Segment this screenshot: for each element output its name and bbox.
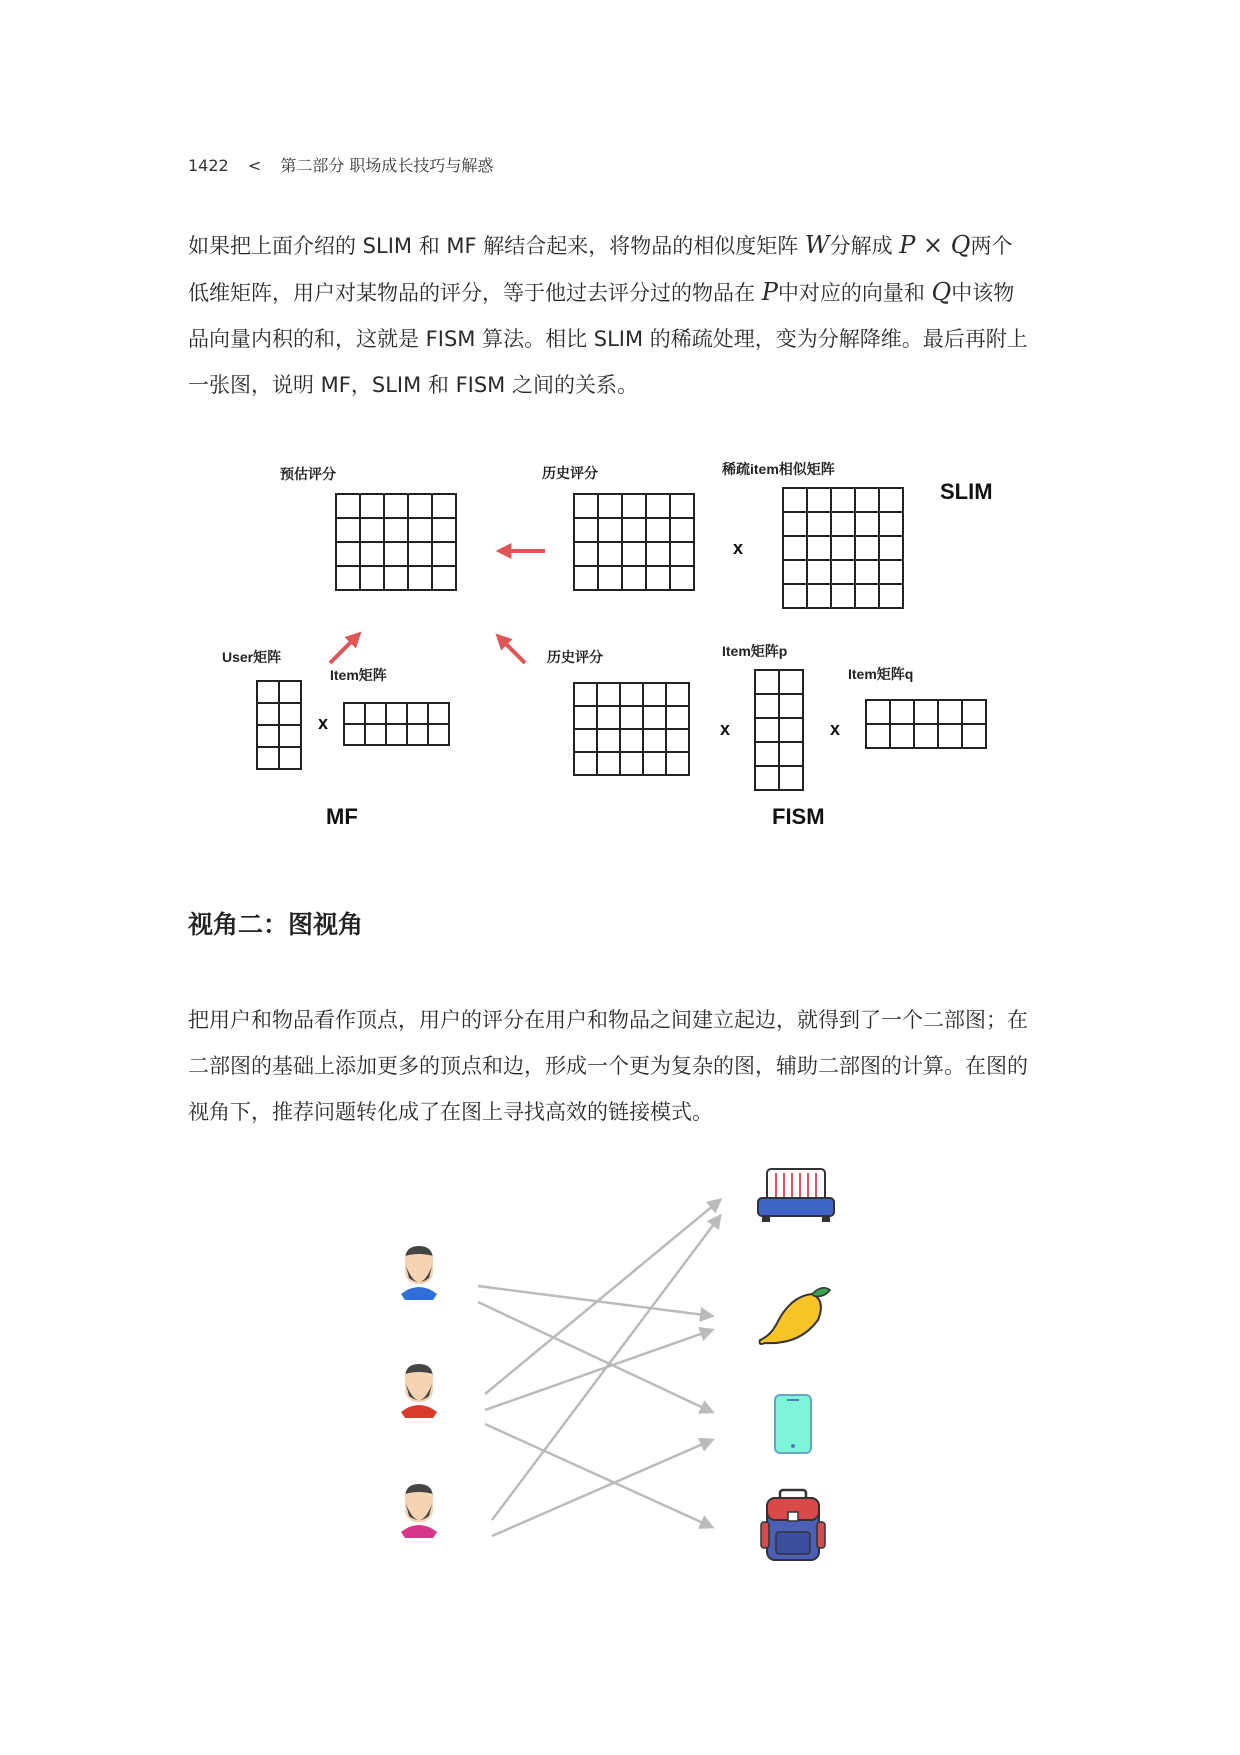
mf-slim-fism-diagram — [0, 430, 1240, 860]
matrix-cell — [279, 725, 301, 747]
matrix-cell — [783, 536, 807, 560]
matrix-cell — [598, 518, 622, 542]
matrix-cell — [879, 488, 903, 512]
matrix-cell — [407, 724, 428, 745]
section-title: 第二部分 职场成长技巧与解惑 — [280, 156, 494, 175]
matrix-cell — [574, 683, 597, 706]
matrix-cell — [807, 536, 831, 560]
edge-user2-backpack — [485, 1424, 712, 1527]
header-separator: < — [247, 156, 262, 175]
backpack-icon — [761, 1490, 825, 1560]
matrix-cell — [574, 566, 598, 590]
symbol-pxq: P × Q — [899, 231, 971, 259]
matrix-cell — [336, 566, 360, 590]
sparse-similarity-matrix — [783, 488, 903, 608]
matrix-cell — [408, 566, 432, 590]
matrix-cell — [670, 518, 694, 542]
matrix-cell — [646, 494, 670, 518]
user-matrix-label: User矩阵 — [222, 649, 282, 665]
matrix-cell — [620, 706, 643, 729]
matrix-cell — [890, 724, 914, 748]
matrix-cell — [855, 488, 879, 512]
matrix-cell — [386, 703, 407, 724]
matrix-cell — [574, 729, 597, 752]
user-matrix — [257, 681, 301, 769]
item-q-label: Item矩阵q — [848, 666, 914, 682]
matrix-cell — [646, 566, 670, 590]
matrix-cell — [807, 512, 831, 536]
matrix-cell — [428, 724, 449, 745]
matrix-cell — [598, 494, 622, 518]
matrix-cell — [643, 752, 666, 775]
matrix-cell — [257, 703, 279, 725]
times-sign-slim: x — [733, 538, 744, 558]
matrix-cell — [344, 703, 365, 724]
user-pink-icon — [401, 1484, 437, 1538]
matrix-cell — [783, 584, 807, 608]
matrix-cell — [622, 566, 646, 590]
slim-label: SLIM — [940, 479, 993, 504]
matrix-cell — [597, 729, 620, 752]
matrix-cell — [855, 584, 879, 608]
matrix-cell — [365, 703, 386, 724]
symbol-w: W — [804, 231, 830, 259]
matrix-cell — [831, 512, 855, 536]
matrix-cell — [831, 584, 855, 608]
sparse-item-matrix-label: 稀疏item相似矩阵 — [722, 461, 835, 477]
edge-user3-sofa — [492, 1216, 720, 1520]
matrix-cell — [646, 518, 670, 542]
matrix-cell — [597, 683, 620, 706]
matrix-cell — [643, 683, 666, 706]
matrix-cell — [938, 724, 962, 748]
matrix-cell — [408, 542, 432, 566]
times-sign-mf: x — [318, 713, 329, 733]
user-red-icon — [401, 1364, 437, 1418]
matrix-cell — [914, 700, 938, 724]
matrix-cell — [622, 542, 646, 566]
page-number: 1422 — [188, 156, 229, 175]
para1-line2: 低维矩阵，用户对某物品的评分，等于他过去评分过的物品在 P中对应的向量和 Q中该物 — [188, 278, 1015, 306]
matrix-cell — [643, 729, 666, 752]
matrix-cell — [336, 494, 360, 518]
matrix-cell — [384, 494, 408, 518]
user-blue-icon — [401, 1246, 437, 1300]
edge-user1-phone — [478, 1302, 712, 1412]
matrix-cell — [432, 542, 456, 566]
phone-icon — [775, 1395, 811, 1453]
arrow-mf-to-predicted — [330, 636, 357, 663]
matrix-cell — [755, 718, 779, 742]
times-sign-fism-2: x — [830, 719, 841, 739]
history-ratings-matrix-top — [574, 494, 694, 590]
matrix-cell — [866, 700, 890, 724]
matrix-cell — [755, 670, 779, 694]
matrix-cell — [432, 566, 456, 590]
matrix-cell — [783, 488, 807, 512]
matrix-cell — [779, 766, 803, 790]
matrix-cell — [666, 683, 689, 706]
arrow-fism-to-predicted — [500, 638, 525, 663]
matrix-cell — [597, 752, 620, 775]
para2-line1: 把用户和物品看作顶点，用户的评分在用户和物品之间建立起边，就得到了一个二部图；在 — [188, 1008, 1028, 1032]
matrix-cell — [779, 742, 803, 766]
matrix-cell — [779, 670, 803, 694]
matrix-cell — [360, 566, 384, 590]
matrix-cell — [257, 725, 279, 747]
matrix-cell — [866, 724, 890, 748]
symbol-p: P — [761, 278, 778, 306]
matrix-cell — [574, 494, 598, 518]
matrix-cell — [879, 584, 903, 608]
history-ratings-label-bottom: 历史评分 — [547, 649, 603, 665]
matrix-cell — [574, 518, 598, 542]
matrix-cell — [890, 700, 914, 724]
matrix-cell — [336, 518, 360, 542]
matrix-cell — [938, 700, 962, 724]
para1-line3: 品向量内积的和，这就是 FISM 算法。相比 SLIM 的稀疏处理，变为分解降维。最后再附上 — [188, 327, 1028, 351]
page-header — [188, 153, 507, 176]
item-p-label: Item矩阵p — [722, 643, 788, 659]
matrix-cell — [779, 694, 803, 718]
history-ratings-matrix-bottom — [574, 683, 689, 775]
matrix-cell — [432, 494, 456, 518]
matrix-cell — [879, 536, 903, 560]
matrix-cell — [384, 566, 408, 590]
item-p-matrix — [755, 670, 803, 790]
matrix-cell — [831, 560, 855, 584]
matrix-cell — [574, 542, 598, 566]
edge-user2-mango — [485, 1330, 712, 1410]
matrix-cell — [646, 542, 670, 566]
matrix-cell — [574, 706, 597, 729]
paragraph-graph-view — [188, 997, 1060, 1135]
predicted-ratings-matrix — [336, 494, 456, 590]
matrix-cell — [622, 494, 646, 518]
matrix-cell — [598, 566, 622, 590]
matrix-cell — [620, 752, 643, 775]
edge-user3-phone — [492, 1440, 712, 1536]
item-matrix-label: Item矩阵 — [330, 667, 387, 683]
matrix-cell — [643, 706, 666, 729]
matrix-cell — [755, 694, 779, 718]
history-ratings-label-top: 历史评分 — [542, 465, 598, 481]
matrix-cell — [365, 724, 386, 745]
item-matrix — [344, 703, 449, 745]
matrix-cell — [670, 542, 694, 566]
matrix-cell — [831, 536, 855, 560]
matrix-cell — [779, 718, 803, 742]
matrix-cell — [408, 494, 432, 518]
matrix-cell — [807, 560, 831, 584]
matrix-cell — [666, 729, 689, 752]
matrix-cell — [783, 560, 807, 584]
mf-label: MF — [326, 804, 358, 829]
matrix-cell — [962, 724, 986, 748]
fism-label: FISM — [772, 804, 825, 829]
matrix-cell — [914, 724, 938, 748]
matrix-cell — [384, 518, 408, 542]
matrix-cell — [257, 747, 279, 769]
matrix-cell — [666, 752, 689, 775]
mango-icon — [760, 1288, 830, 1344]
matrix-cell — [279, 747, 301, 769]
edge-user1-mango — [478, 1286, 712, 1316]
matrix-cell — [428, 703, 449, 724]
matrix-cell — [408, 518, 432, 542]
matrix-cell — [879, 512, 903, 536]
matrix-cell — [755, 742, 779, 766]
matrix-cell — [855, 512, 879, 536]
matrix-cell — [407, 703, 428, 724]
matrix-cell — [620, 683, 643, 706]
matrix-cell — [384, 542, 408, 566]
paragraph-fism — [188, 222, 1060, 408]
para2-line3: 视角下，推荐问题转化成了在图上寻找高效的链接模式。 — [188, 1100, 713, 1124]
matrix-cell — [807, 584, 831, 608]
para1-line1: 如果把上面介绍的 SLIM 和 MF 解结合起来，将物品的相似度矩阵 W分解成 P × Q两个 — [188, 231, 1013, 259]
matrix-cell — [597, 706, 620, 729]
matrix-cell — [344, 724, 365, 745]
matrix-cell — [755, 766, 779, 790]
matrix-cell — [360, 494, 384, 518]
matrix-cell — [279, 703, 301, 725]
matrix-cell — [962, 700, 986, 724]
matrix-cell — [386, 724, 407, 745]
matrix-cell — [879, 560, 903, 584]
section-heading: 视角二：图视角 — [188, 910, 364, 939]
matrix-cell — [622, 518, 646, 542]
matrix-cell — [257, 681, 279, 703]
times-sign-fism-1: x — [720, 719, 731, 739]
matrix-cell — [598, 542, 622, 566]
predicted-ratings-label: 预估评分 — [280, 466, 336, 482]
matrix-cell — [666, 706, 689, 729]
matrix-cell — [432, 518, 456, 542]
matrix-cell — [807, 488, 831, 512]
matrix-cell — [831, 488, 855, 512]
matrix-cell — [783, 512, 807, 536]
matrix-cell — [574, 752, 597, 775]
matrix-cell — [360, 518, 384, 542]
edge-user2-sofa — [485, 1200, 720, 1394]
para1-line4: 一张图，说明 MF，SLIM 和 FISM 之间的关系。 — [188, 373, 638, 397]
graph-edges — [478, 1200, 720, 1536]
matrix-cell — [670, 494, 694, 518]
matrix-cell — [336, 542, 360, 566]
matrix-cell — [855, 560, 879, 584]
para2-line2: 二部图的基础上添加更多的顶点和边，形成一个更为复杂的图，辅助二部图的计算。在图的 — [188, 1054, 1028, 1078]
bipartite-graph-diagram — [0, 1160, 1240, 1600]
matrix-cell — [855, 536, 879, 560]
item-q-matrix — [866, 700, 986, 748]
sofa-icon — [758, 1169, 834, 1222]
matrix-cell — [279, 681, 301, 703]
symbol-q: Q — [931, 278, 952, 306]
matrix-cell — [670, 566, 694, 590]
matrix-cell — [360, 542, 384, 566]
matrix-cell — [620, 729, 643, 752]
